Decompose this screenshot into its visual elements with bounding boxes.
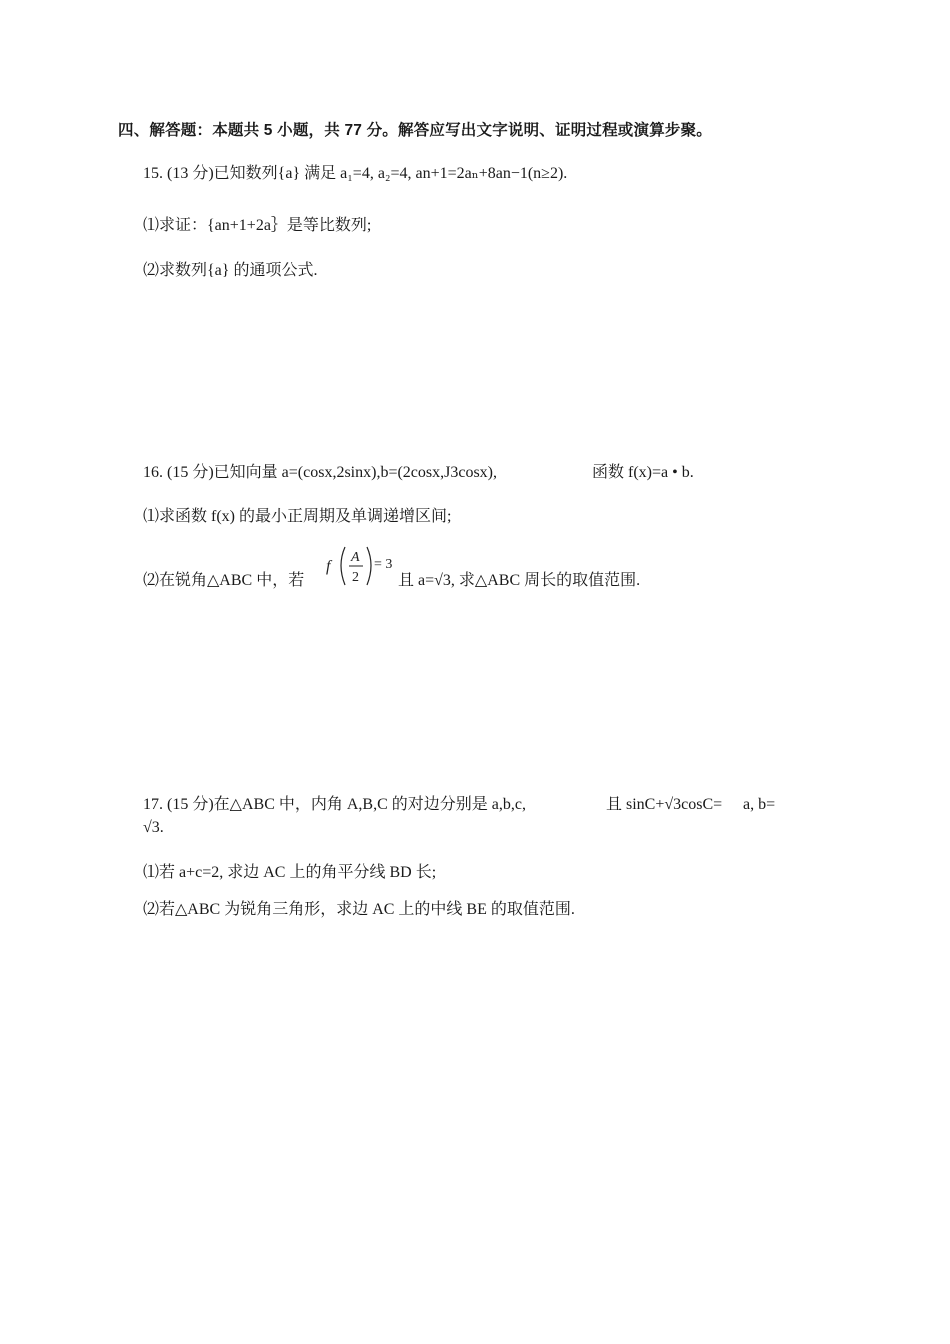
formula-denominator: 2 [352,570,359,585]
q16-part2-end: 且 a=√3, 求△ABC 周长的取值范围. [398,572,641,589]
q16-stem: 16. (15 分)已知向量 a=(cosx,2sinx),b=(2cosx,J3cosx), [143,464,498,481]
formula-f: f [326,558,331,575]
formula-left-paren [341,547,345,585]
q16-part1: ⑴求函数 f(x) 的最小正周期及单调递增区间; [143,508,452,525]
q16-function-def: 函数 f(x)=a • b. [592,464,694,481]
formula-rhs: = 3 [374,557,393,572]
q17-part2: ⑵若△ABC 为锐角三角形，求边 AC 上的中线 BE 的取值范围. [143,901,575,918]
formula-graphic [325,543,399,589]
q17-part1: ⑴若 a+c=2, 求边 AC 上的角平分线 BD 长; [143,864,437,881]
q16-formula [325,543,399,589]
formula-right-paren [367,547,371,585]
q17-stem-continuation: √3. [143,819,164,836]
q15-part1: ⑴求证：{an+1+2a｝是等比数列; [143,217,372,234]
q15-stem: 15. (13 分)已知数列{a} 满足 a₁=4, a₂=4, an+1=2aₙ+8an−1(n≥2). [143,165,568,182]
q15-part2: ⑵求数列{a} 的通项公式. [143,262,318,279]
q17-stem: 17. (15 分)在△ABC 中，内角 A,B,C 的对边分别是 a,b,c, [143,796,526,813]
q17-condition-tail: a, b= [743,796,776,813]
q17-condition: 且 sinC+√3cosC= [606,796,723,813]
q16-part2-start: ⑵在锐角△ABC 中，若 [143,572,305,589]
formula-numerator: A [351,550,360,565]
section-heading: 四、解答题：本题共 5 小题，共 77 分。解答应写出文字说明、证明过程或演算步聚。 [118,122,712,139]
